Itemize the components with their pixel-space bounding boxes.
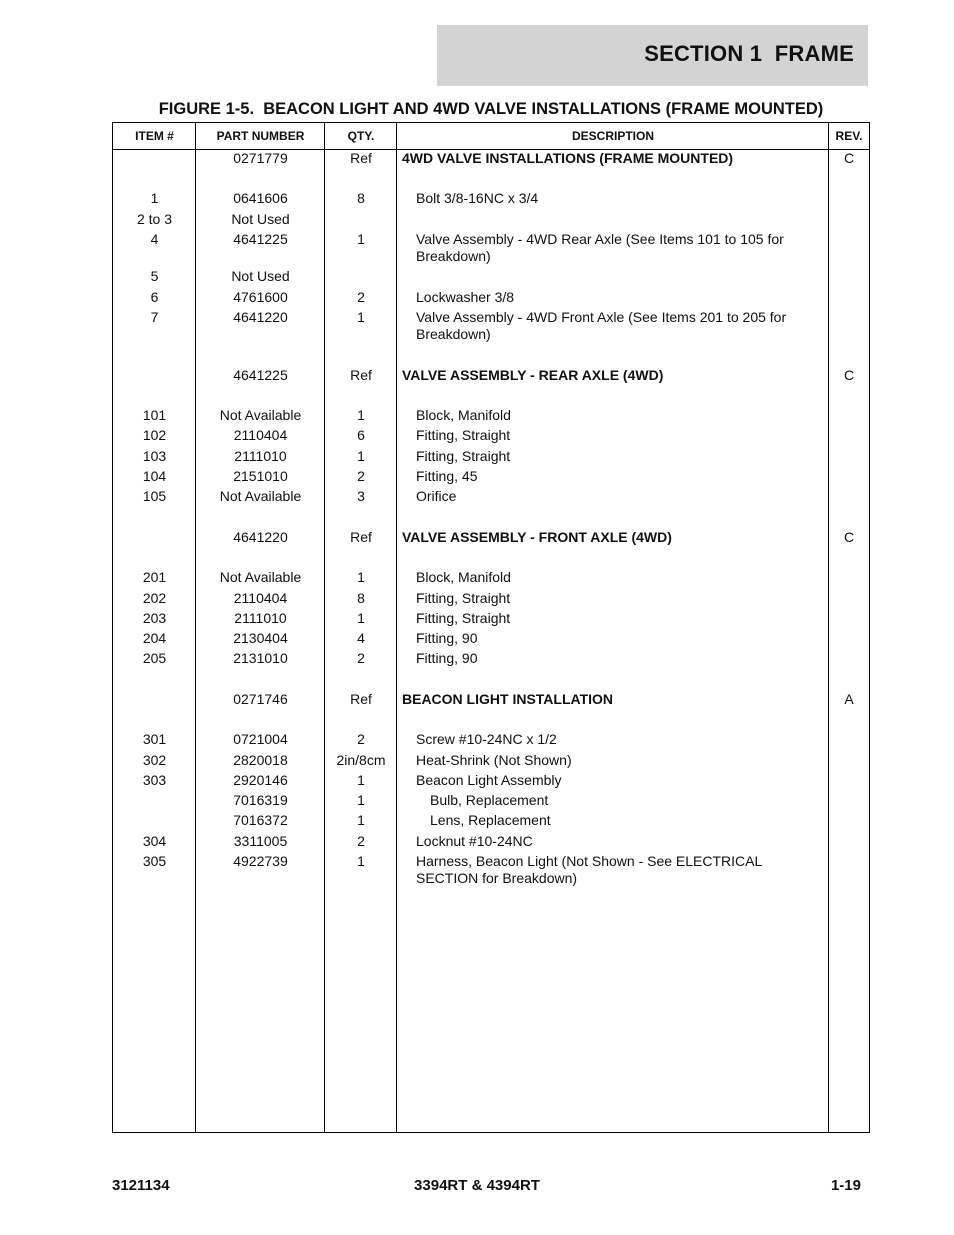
qty-cell: 2 bbox=[357, 468, 365, 484]
column-divider bbox=[396, 123, 397, 1132]
item-cell: 2 to 3 bbox=[136, 211, 173, 227]
item-cell: 205 bbox=[142, 650, 167, 666]
description-cell: VALVE ASSEMBLY - FRONT AXLE (4WD) bbox=[402, 529, 672, 545]
qty-cell: 2 bbox=[357, 833, 365, 849]
description-cell: Fitting, Straight bbox=[416, 448, 511, 464]
description-cell: Fitting, 45 bbox=[416, 468, 478, 484]
description-cell: Locknut #10-24NC bbox=[416, 833, 533, 849]
part-number-cell: 2130404 bbox=[233, 630, 288, 646]
item-cell: 202 bbox=[142, 590, 167, 606]
description-cell: Harness, Beacon Light (Not Shown - See ELECTRICAL SECTION for Breakdown) bbox=[416, 853, 762, 886]
item-cell: 203 bbox=[142, 610, 167, 626]
qty-cell: 1 bbox=[357, 610, 365, 626]
qty-cell: 1 bbox=[357, 231, 365, 247]
qty-cell: Ref bbox=[350, 529, 372, 545]
part-number-cell: 2111010 bbox=[234, 448, 287, 464]
item-cell: 103 bbox=[142, 448, 167, 464]
figure-title: FIGURE 1-5. BEACON LIGHT AND 4WD VALVE INSTALLATIONS (FRAME MOUNTED) bbox=[158, 100, 824, 118]
part-number-cell: 0271746 bbox=[233, 691, 288, 707]
description-cell: Block, Manifold bbox=[416, 569, 511, 585]
column-header-rev: REV. bbox=[835, 129, 863, 143]
description-cell: Lockwasher 3/8 bbox=[416, 289, 515, 305]
item-cell: 6 bbox=[150, 289, 159, 305]
description-cell: Fitting, Straight bbox=[416, 590, 511, 606]
part-number-cell: 0271779 bbox=[233, 150, 288, 166]
qty-cell: 1 bbox=[357, 853, 365, 869]
qty-cell: Ref bbox=[350, 691, 372, 707]
section-title: SECTION 1 FRAME bbox=[644, 41, 854, 66]
item-cell: 302 bbox=[142, 752, 167, 768]
item-cell: 1 bbox=[150, 190, 159, 206]
rev-cell: C bbox=[843, 529, 855, 545]
part-number-cell: 2111010 bbox=[234, 610, 287, 626]
part-number-cell: Not Available bbox=[219, 407, 302, 423]
column-header-part-number: PART NUMBER bbox=[216, 129, 305, 143]
item-cell: 304 bbox=[142, 833, 167, 849]
qty-cell: 1 bbox=[357, 569, 365, 585]
item-cell: 305 bbox=[142, 853, 167, 869]
part-number-cell: 4761600 bbox=[233, 289, 288, 305]
part-number-cell: 2110404 bbox=[233, 590, 288, 606]
part-number-cell: 2151010 bbox=[233, 468, 288, 484]
qty-cell: 2in/8cm bbox=[336, 752, 386, 768]
description-cell: Beacon Light Assembly bbox=[416, 772, 562, 788]
rev-cell: C bbox=[843, 367, 855, 383]
part-number-cell: 2820018 bbox=[233, 752, 288, 768]
qty-cell: 1 bbox=[357, 407, 365, 423]
rev-cell: C bbox=[843, 150, 855, 166]
qty-cell: 3 bbox=[357, 488, 365, 504]
part-number-cell: 7016372 bbox=[233, 812, 288, 828]
parts-table bbox=[112, 122, 870, 1133]
item-cell: 104 bbox=[142, 468, 167, 484]
part-number-cell: 3311005 bbox=[233, 833, 288, 849]
item-cell: 4 bbox=[150, 231, 159, 247]
item-cell: 201 bbox=[142, 569, 167, 585]
part-number-cell: 7016319 bbox=[233, 792, 288, 808]
part-number-cell: 4922739 bbox=[233, 853, 288, 869]
part-number-cell: 4641225 bbox=[233, 367, 288, 383]
part-number-cell: Not Used bbox=[231, 211, 290, 227]
part-number-cell: 0721004 bbox=[233, 731, 288, 747]
part-number-cell: 2920146 bbox=[233, 772, 288, 788]
item-cell: 303 bbox=[142, 772, 167, 788]
description-cell: 4WD VALVE INSTALLATIONS (FRAME MOUNTED) bbox=[402, 150, 734, 166]
footer-page-number: 1-19 bbox=[830, 1177, 861, 1194]
qty-cell: 1 bbox=[357, 772, 365, 788]
description-cell: VALVE ASSEMBLY - REAR AXLE (4WD) bbox=[402, 367, 664, 383]
description-cell: Screw #10-24NC x 1/2 bbox=[416, 731, 557, 747]
item-cell: 7 bbox=[150, 309, 159, 325]
item-cell: 204 bbox=[142, 630, 167, 646]
description-cell: Block, Manifold bbox=[416, 407, 511, 423]
qty-cell: Ref bbox=[350, 367, 372, 383]
part-number-cell: 4641225 bbox=[233, 231, 288, 247]
section-header bbox=[437, 25, 868, 86]
part-number-cell: Not Available bbox=[219, 569, 302, 585]
item-cell: 105 bbox=[142, 488, 167, 504]
qty-cell: 8 bbox=[357, 190, 365, 206]
qty-cell: 1 bbox=[357, 812, 365, 828]
description-cell: Orifice bbox=[416, 488, 457, 504]
description-cell: Fitting, 90 bbox=[416, 630, 478, 646]
description-cell: Fitting, Straight bbox=[416, 427, 511, 443]
item-cell: 102 bbox=[142, 427, 167, 443]
description-cell: Valve Assembly - 4WD Rear Axle (See Items 101 to 105 for Breakdown) bbox=[416, 231, 784, 264]
rev-cell: A bbox=[844, 691, 854, 707]
description-cell: Valve Assembly - 4WD Front Axle (See Items 201 to 205 for Breakdown) bbox=[416, 309, 787, 342]
description-cell: Fitting, 90 bbox=[416, 650, 478, 666]
qty-cell: 4 bbox=[357, 630, 365, 646]
item-cell: 101 bbox=[142, 407, 167, 423]
qty-cell: 1 bbox=[357, 792, 365, 808]
description-cell: BEACON LIGHT INSTALLATION bbox=[402, 691, 614, 707]
part-number-cell: Not Available bbox=[219, 488, 302, 504]
part-number-cell: 2110404 bbox=[233, 427, 288, 443]
column-header-item: ITEM # bbox=[135, 129, 174, 143]
part-number-cell: 0641606 bbox=[233, 190, 288, 206]
part-number-cell: Not Used bbox=[231, 268, 290, 284]
part-number-cell: 4641220 bbox=[233, 309, 288, 325]
description-cell: Bulb, Replacement bbox=[430, 792, 549, 808]
description-cell: Bolt 3/8-16NC x 3/4 bbox=[416, 190, 539, 206]
description-cell: Heat-Shrink (Not Shown) bbox=[416, 752, 572, 768]
qty-cell: Ref bbox=[350, 150, 372, 166]
part-number-cell: 4641220 bbox=[233, 529, 288, 545]
item-cell: 301 bbox=[142, 731, 167, 747]
qty-cell: 2 bbox=[357, 650, 365, 666]
footer-doc-number: 3121134 bbox=[112, 1177, 170, 1194]
description-cell: Lens, Replacement bbox=[430, 812, 551, 828]
description-cell: Fitting, Straight bbox=[416, 610, 511, 626]
qty-cell: 1 bbox=[357, 309, 365, 325]
qty-cell: 1 bbox=[357, 448, 365, 464]
qty-cell: 6 bbox=[357, 427, 365, 443]
column-header-qty: QTY. bbox=[347, 129, 375, 143]
qty-cell: 2 bbox=[357, 289, 365, 305]
item-cell: 5 bbox=[150, 268, 159, 284]
qty-cell: 8 bbox=[357, 590, 365, 606]
column-divider bbox=[828, 123, 829, 1132]
footer-model: 3394RT & 4394RT bbox=[414, 1177, 540, 1194]
column-header-description: DESCRIPTION bbox=[571, 129, 654, 143]
part-number-cell: 2131010 bbox=[233, 650, 288, 666]
qty-cell: 2 bbox=[357, 731, 365, 747]
